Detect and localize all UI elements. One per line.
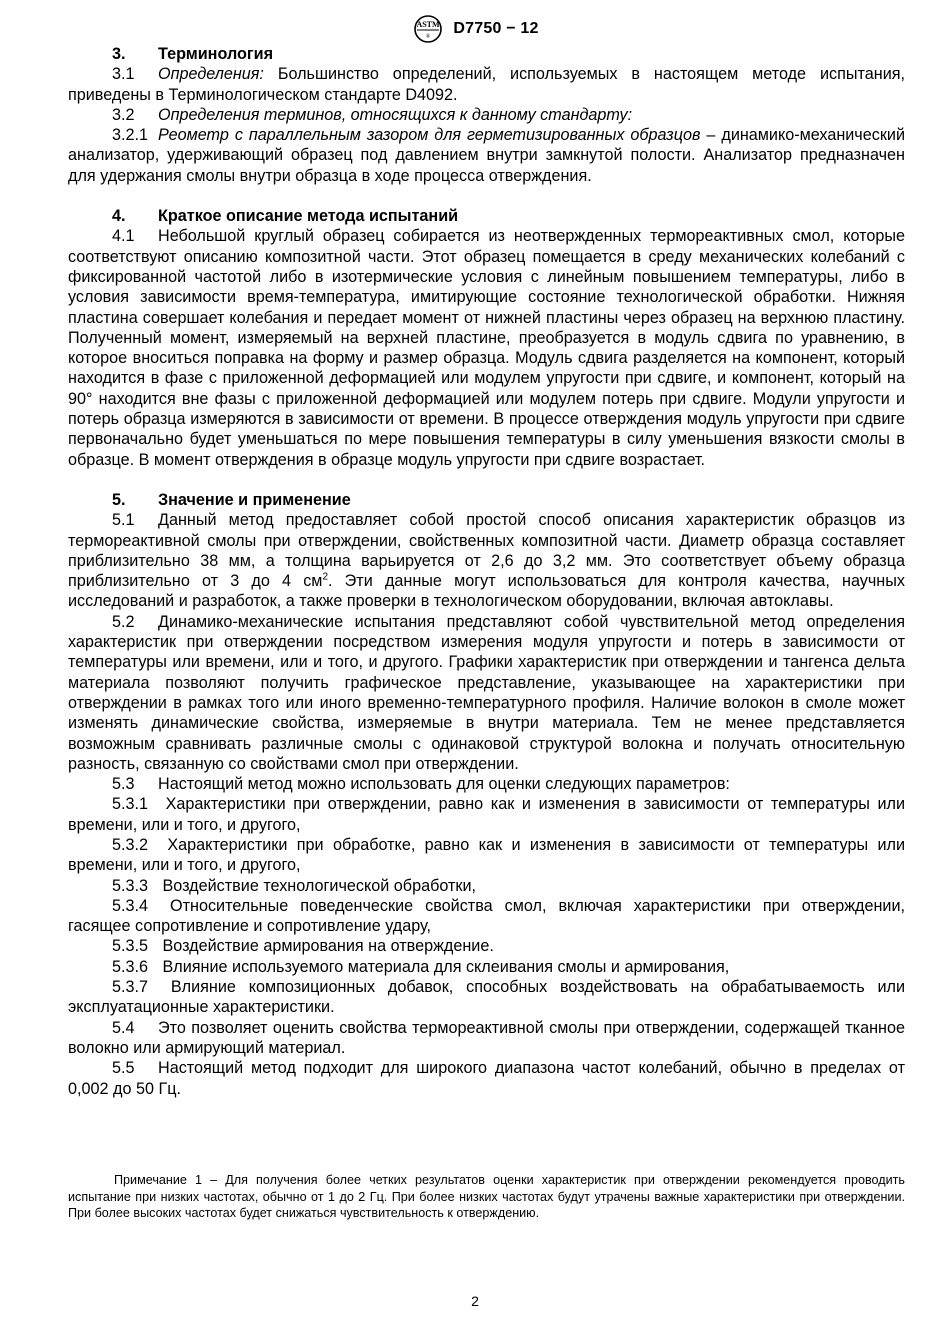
list-item-5-3-4: 5.3.4 Относительные поведенческие свойства смол, включая характеристики при отверждении, гасящее сопротивление и сопротивление удару,: [68, 896, 906, 936]
document-body: [68, 44, 905, 1099]
paragraph-5-4: 5.4 Это позволяет оценить свойства термореактивной смолы при отверждении, содержащей тканное волокно или армирующий материал.: [68, 1018, 905, 1057]
page-header: [0, 14, 950, 44]
svg-text:®: ®: [426, 34, 431, 40]
section-4-heading: 4. Краткое описание метода испытаний: [112, 207, 459, 226]
list-item-5-3-7: 5.3.7 Влияние композиционных добавок, способных воздействовать на обрабатываемость или эксплуатационные характеристики.: [68, 978, 906, 1017]
paragraph-5-5: 5.5 Настоящий метод подходит для широкого диапазона частот колебаний, обычно в пределах от 0,002 до 50 Гц.: [68, 1059, 905, 1098]
list-item-5-3-3: 5.3.3 Воздействие технологической обработки,: [112, 876, 477, 895]
document-id: D7750 − 12: [453, 20, 539, 37]
paragraph-3-1: 3.1 Определения: Большинство определений, используемых в настоящем методе испытания, приведены в Терминологическом стандарте D4092.: [68, 65, 905, 104]
list-item-5-3-1: 5.3.1 Характеристики при отверждении, равно как и изменения в зависимости от температуры или времени, или и того, и другого,: [68, 795, 905, 834]
paragraph-3-2: 3.2 Определения терминов, относящихся к данному стандарту:: [112, 105, 633, 124]
section-3-heading: 3. Терминология: [112, 45, 274, 63]
logo-text: ASTM: [416, 20, 440, 29]
paragraph-5-3: 5.3 Настоящий метод можно использовать для оценки следующих параметров:: [112, 775, 730, 794]
list-item-5-3-2: 5.3.2 Характеристики при обработке, равно как и изменения в зависимости от температуры или времени, или и того, и другого,: [68, 835, 905, 875]
paragraph-5-2: 5.2 Динамико-механические испытания представляют собой чувствительной метод определения характеристик при отверждении посредством измерения модуля упругости и потерь в зависимости от температуры или времени, или и того, и другого. Графики характеристик при отверждении и тангенса дельта материала позволяют получить графическое представление, указывающее на характеристики при отверждении в рамках того или иного временно-температурного профиля. Наличие волокон в смоле может изменять динамические свойства, измеряемые в внутри материала. Тем не менее представляется возможным сравнивать различные смолы с одинаковой структурой волокна и получать относительную разность, связанную со свойствами смол при отверждении.: [68, 612, 905, 773]
list-item-5-3-5: 5.3.5 Воздействие армирования на отверждение.: [112, 937, 494, 956]
note-1: Примечание 1 – Для получения более четких результатов оценки характеристик при отверждении рекомендуется проводить испытание при низких частотах, обычно от 1 до 2 Гц. При более низких частотах будут утрачены важные характеристики при отверждении. При более высоких частотах будет снижаться чувствительность к отверждению.: [68, 1173, 905, 1220]
paragraph-3-2-1: 3.2.1 Реометр с параллельным зазором для герметизированных образцов – динамико-механический анализатор, удерживающий образец под давлением внутри замкнутой полости. Анализатор предназначен для удержания смолы внутри образца в ходе процесса отверждения.: [68, 126, 905, 185]
section-5-heading: 5. Значение и применение: [112, 490, 351, 509]
page-number: 2: [471, 1293, 479, 1309]
paragraph-4-1: 4.1 Небольшой круглый образец собирается из неотвержденных термореактивных смол, которые соответствуют описанию композитной части. Этот образец помещается в среду механических колебаний с фиксированной частотой либо в изотермические условия с линейным повышением температуры, либо в условия зависимости время-температура, имитирующие состояние технологической обработки. Нижняя пластина совершает колебания и передает момент от нижней пластины через образец на верхнюю пластину. Полученный момент, измеряемый на верхней пластине, преобразуется в модуль сдвига по уравнению, в которое вноситься поправка на форму и размер образца. Модуль сдвига разделяется на компонент, который находится в фазе с приложенной деформацией или модулем упругости при сдвиге, и компонент, который на 90° находится вне фазы с приложенной деформацией или модулем потерь при сдвиге. Модули упругости и потерь образца измеряются в зависимости от времени. В процессе отверждения модуль упругости при сдвиге первоначально будет уменьшаться по мере повышения температуры в силу уменьшения вязкости смолы в образце. В момент отверждения в образце модуль упругости при сдвиге возрастает.: [68, 227, 905, 469]
astm-logo-icon: [411, 14, 445, 44]
paragraph-5-1: 5.1 Данный метод предоставляет собой простой способ описания характеристик образцов из термореактивной смолы при отверждении, свойственных композитной части. Диаметр образца составляет приблизительно 38 мм, а толщина варьируется от 2,6 до 3,2 мм. Это соответствует объему образца приблизительно от 3 до 4 $см^2$. Эти данные могут использоваться для контроля качества, научных исследований и разработок, а также проверки в технологическом оборудовании, включая автоклавы.: [68, 511, 905, 611]
list-item-5-3-6: 5.3.6 Влияние используемого материала для склеивания смолы и армирования,: [112, 957, 730, 976]
